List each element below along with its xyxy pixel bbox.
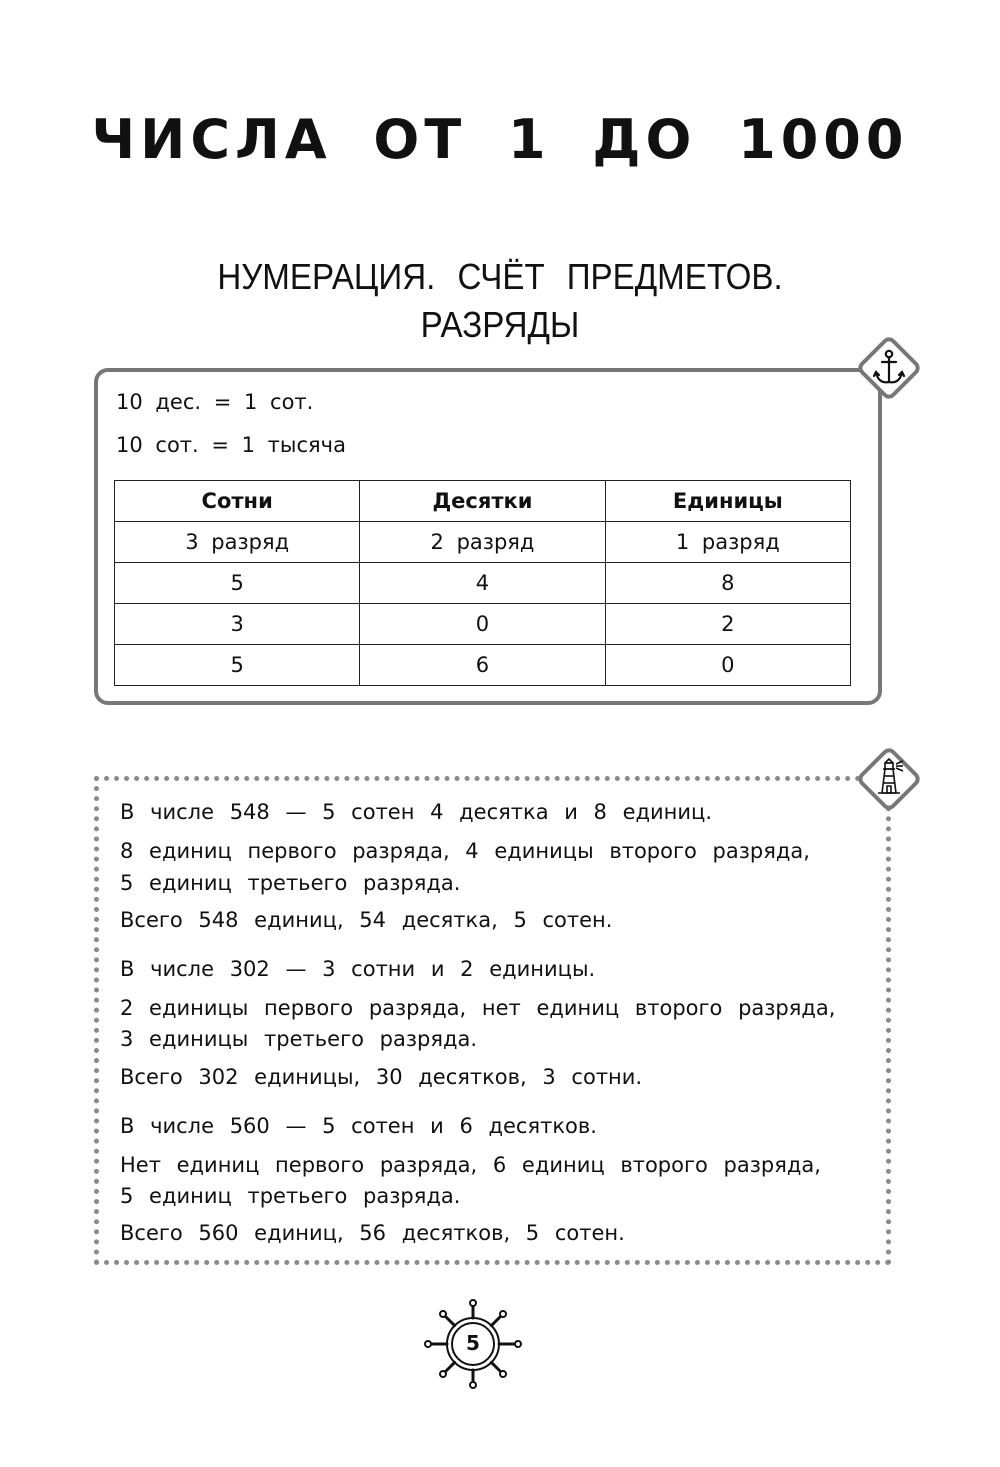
table-row	[115, 645, 851, 686]
example-548-total: Всего 548 единиц, 54 десятка, 5 сотен.	[120, 908, 613, 932]
section-subtitle	[40, 253, 960, 349]
example-560-ranks: Нет единиц первого разряда, 6 единиц второго разряда,	[120, 1153, 821, 1177]
table-header: Десятки	[360, 481, 605, 522]
table-cell: 1 разряд	[605, 522, 850, 563]
rule-line-1: 10 дес. = 1 сот.	[116, 390, 314, 414]
table-cell: 8	[605, 563, 850, 604]
anchor-badge	[855, 334, 923, 402]
ranks-table	[114, 480, 851, 686]
page-number: 5	[466, 1331, 480, 1355]
table-cell: 2	[605, 604, 850, 645]
table-row	[115, 604, 851, 645]
table-cell: 2 разряд	[360, 522, 605, 563]
example-548-intro: В числе 548 — 5 сотен 4 десятка и 8 единиц.	[120, 800, 713, 824]
page-title: ЧИСЛА ОТ 1 ДО 1000	[91, 108, 909, 171]
table-header-row	[115, 481, 851, 522]
example-302-ranks: 2 единицы первого разряда, нет единиц второго разряда,	[120, 996, 836, 1020]
subtitle-line-1: НУМЕРАЦИЯ. СЧЁТ ПРЕДМЕТОВ.	[217, 256, 783, 297]
table-cell: 3	[115, 604, 360, 645]
example-548-ranks-cont: 5 единиц третьего разряда.	[120, 871, 461, 895]
table-cell: 6	[360, 645, 605, 686]
table-cell: 3 разряд	[115, 522, 360, 563]
example-302-total: Всего 302 единицы, 30 десятков, 3 сотни.	[120, 1065, 643, 1089]
table-cell: 5	[115, 645, 360, 686]
table-cell: 0	[360, 604, 605, 645]
table-row	[115, 522, 851, 563]
table-cell: 0	[605, 645, 850, 686]
table-cell: 4	[360, 563, 605, 604]
rule-line-2: 10 сот. = 1 тысяча	[116, 433, 346, 457]
example-302-ranks-cont: 3 единицы третьего разряда.	[120, 1027, 478, 1051]
table-header: Единицы	[605, 481, 850, 522]
example-560-ranks-cont: 5 единиц третьего разряда.	[120, 1184, 461, 1208]
example-560-total: Всего 560 единиц, 56 десятков, 5 сотен.	[120, 1221, 625, 1245]
example-302-intro: В числе 302 — 3 сотни и 2 единицы.	[120, 957, 596, 981]
lighthouse-badge	[855, 745, 923, 813]
subtitle-line-2: РАЗРЯДЫ	[420, 304, 580, 345]
example-560-intro: В числе 560 — 5 сотен и 6 десятков.	[120, 1114, 597, 1138]
table-row	[115, 563, 851, 604]
table-cell: 5	[115, 563, 360, 604]
example-548-ranks: 8 единиц первого разряда, 4 единицы второго разряда,	[120, 839, 810, 863]
table-header: Сотни	[115, 481, 360, 522]
